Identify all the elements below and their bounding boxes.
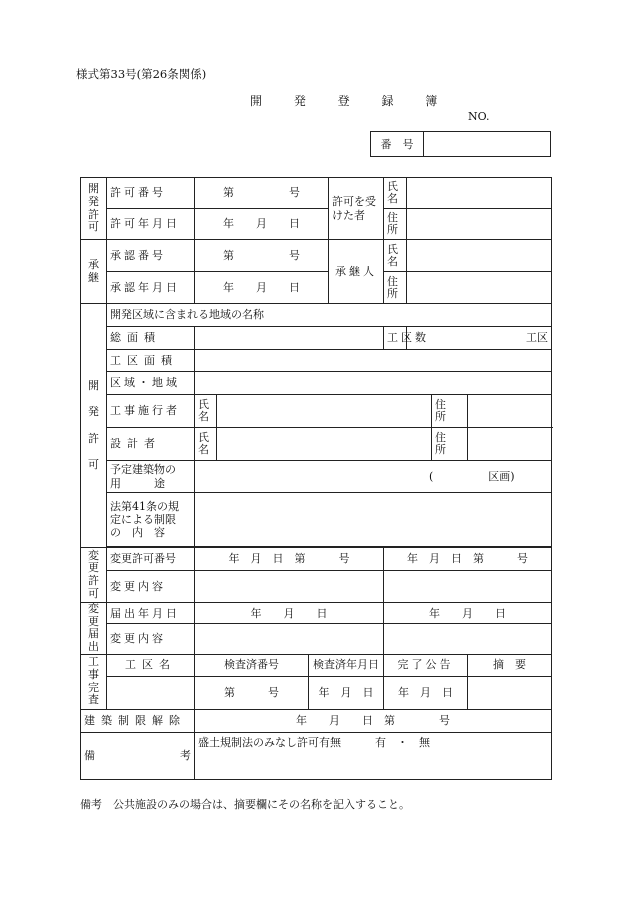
permit-date-label: 許可年月日 [107,209,195,240]
successor-name-field[interactable] [407,240,552,272]
work-zone-area-field[interactable] [195,350,552,372]
footnote: 備考 公共施設のみの場合は、摘要欄にその名称を記入すること。 [80,798,410,811]
succession-date-label: 承認年月日 [107,272,195,304]
remarks-options[interactable]: 有 ・ 無 [375,735,430,749]
change-permit-content-label: 変更内容 [107,571,195,603]
inspection-number-label: 検査済番号 [195,654,309,676]
registration-number-field[interactable] [424,132,550,156]
permit-name-label: 氏名 [384,178,407,209]
summary-label: 摘 要 [468,654,552,676]
contractor-label: 工事施行者 [107,395,195,428]
change-permit-right-field[interactable]: 年 月 日 第 号 [384,548,552,571]
zone-name-field[interactable] [107,676,195,709]
designer-name-label: 氏名 [195,428,217,461]
permit-number-label: 許可番号 [107,178,195,209]
change-permit-content-right[interactable] [384,571,552,603]
planned-use-label: 予定建築物の 用 途 [107,461,195,493]
remarks-field[interactable] [195,732,552,779]
zone-district-field[interactable] [195,372,552,395]
change-permit-number-label: 変更許可番号 [107,548,195,571]
development-section-label: 開発許可 [81,304,107,548]
succession-date-field[interactable]: 年 月 日 [195,272,329,304]
permit-name-field[interactable] [407,178,552,209]
work-zone-area-label: 工区面積 [107,350,195,372]
change-notice-content-left[interactable] [195,624,384,654]
zone-district-label: 区域・地域 [107,372,195,395]
change-notice-section-label: 変更届出 [81,603,107,655]
change-notice-left-field[interactable]: 年 月 日 [195,603,384,624]
article41-label: 法第41条の規 定による制限 の 内 容 [107,493,195,547]
article41-field[interactable] [195,493,552,547]
completion-notice-field[interactable]: 年 月 日 [384,676,468,709]
successor-name-label: 氏名 [384,240,407,272]
registration-number-label: 番 号 [371,132,424,156]
change-notice-date-label: 届出年月日 [107,603,195,624]
planned-use-field[interactable]: ( 区画) [195,461,552,493]
restriction-release-field[interactable]: 年 月 日 第 号 [195,709,552,732]
change-permit-section-label: 変更許可 [81,548,107,603]
area-name-label: 開発区域に含まれる地域の名称 [107,304,552,327]
change-notice-content-label: 変更内容 [107,624,195,654]
completion-notice-label: 完了公告 [384,654,468,676]
document-title: 開 発 登 録 簿 [250,94,452,108]
successor-address-field[interactable] [407,272,552,304]
work-zone-count-label: 工区数 [384,327,407,350]
succession-section-label: 承継 [81,240,107,304]
designer-address-label: 住所 [432,428,468,461]
registration-number-box [370,131,551,157]
remarks-label: 備 考 [81,732,195,779]
contractor-address-label: 住所 [432,395,468,428]
inspection-number-field[interactable]: 第 号 [195,676,309,709]
summary-field[interactable] [468,676,552,709]
designer-address-field[interactable] [468,428,552,461]
permit-address-field[interactable] [407,209,552,240]
successor-label: 承継人 [329,240,384,304]
succession-number-label: 承認番号 [107,240,195,272]
form-number: 様式第33号(第26条関係) [76,67,207,81]
change-permit-content-left[interactable] [195,571,384,603]
completion-section-label: 工事完査 [81,654,107,709]
inspection-date-field[interactable]: 年 月 日 [309,676,384,709]
remarks-text: 盛土規制法のみなし許可有無 [198,735,341,749]
no-label: NO. [468,110,490,123]
change-notice-content-right[interactable] [384,624,552,654]
permit-date-field[interactable]: 年 月 日 [195,209,329,240]
succession-number-field[interactable]: 第 号 [195,240,329,272]
designer-label: 設計者 [107,428,195,461]
designer-name-field[interactable] [217,428,432,461]
inspection-date-label: 検査済年月日 [309,654,384,676]
permit-address-label: 住所 [384,209,407,240]
restriction-release-label: 建築制限解除 [81,709,195,732]
zone-name-label: 工区名 [107,654,195,676]
change-notice-right-field[interactable]: 年 月 日 [384,603,552,624]
registration-table [80,177,552,780]
total-area-field[interactable] [195,327,384,350]
contractor-address-field[interactable] [468,395,552,428]
successor-address-label: 住所 [384,272,407,304]
permit-recipient-label: 許可を受けた者 [329,178,384,240]
change-permit-left-field[interactable]: 年 月 日 第 号 [195,548,384,571]
contractor-name-label: 氏名 [195,395,217,428]
work-zone-count-field[interactable]: 工区 [407,327,552,350]
total-area-label: 総面積 [107,327,195,350]
permit-section-label: 開発許可 [81,178,107,240]
contractor-name-field[interactable] [217,395,432,428]
permit-number-field[interactable]: 第 号 [195,178,329,209]
